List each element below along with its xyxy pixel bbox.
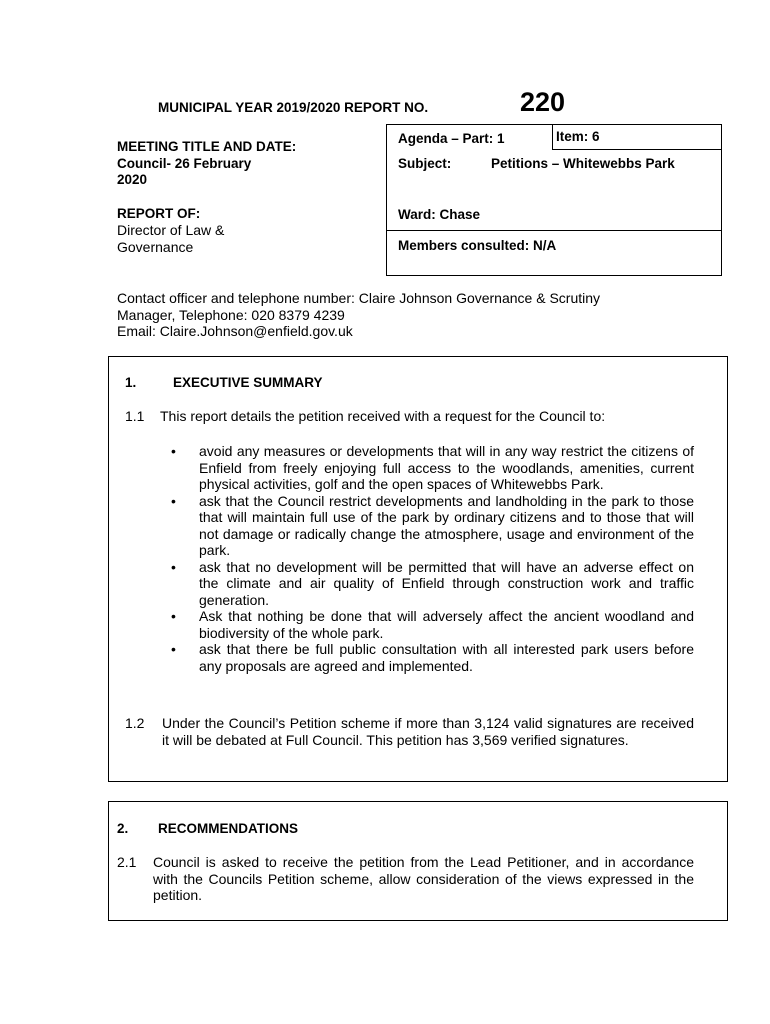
contact-line1: Contact officer and telephone number: Claire Johnson Governance & Scrutiny [117,290,601,306]
section2-number: 2. [117,821,129,836]
para-1-2-text: Under the Council’s Petition scheme if more than 3,124 valid signatures are received it will be debated at Full Council. This petition has 3,569 verified signatures. [162,715,694,748]
meeting-title-label: MEETING TITLE AND DATE: [117,139,297,154]
report-number: 220 [520,87,566,117]
contact-email: Email: Claire.Johnson@enfield.gov.uk [117,323,353,339]
subject-label: Subject: [398,156,452,171]
section1-heading: EXECUTIVE SUMMARY [173,375,323,390]
list-item: • ask that no development will be permitted that will have an adverse effect on the climate and air quality of Enfield through construction work and traffic generation. [171,558,694,608]
report-of-line2: Governance [117,238,194,255]
members-consulted: Members consulted: N/A [398,238,557,253]
section1-number: 1. [125,375,137,390]
petition-requests-list [171,443,694,674]
agenda-part: Agenda – Part: 1 [398,131,505,146]
item-cell [552,124,722,150]
meeting-title-line1: Council- 26 February [117,155,252,171]
contact-line2: Manager, Telephone: 020 8379 4239 [117,306,345,323]
para-2-1-number: 2.1 [117,854,137,870]
section2-heading: RECOMMENDATIONS [158,821,298,836]
list-item: • ask that the Council restrict developments and landholding in the park to those that will maintain full use of the park by ordinary citizens and to those that will not damage or radically change the atmosphere, usage and environment of the park. [171,492,694,558]
meeting-title-line2: 2020 [117,172,148,187]
executive-summary-section [108,356,728,782]
ward: Ward: Chase [398,207,481,222]
para-1-1-number: 1.1 [125,408,145,424]
list-item: • Ask that nothing be done that will adversely affect the ancient woodland and biodiversity of the whole park. [171,608,694,641]
box-divider [387,230,721,231]
report-of-line1: Director of Law & [117,222,225,238]
agenda-info-box [386,124,722,276]
bullet-icon: • [171,641,176,657]
contact-officer [117,290,697,340]
bullet-icon: • [171,443,176,459]
subject-value: Petitions – Whitewebbs Park [491,156,675,171]
list-item: • avoid any measures or developments that will in any way restrict the citizens of Enfield from freely enjoying full access to the woodlands, amenities, current physical activities, golf and the open spaces of Whitewebbs Park. [171,443,694,492]
para-1-2-number: 1.2 [125,715,145,731]
bullet-icon: • [171,608,176,624]
bullet-icon: • [171,492,176,509]
recommendations-section [108,801,728,921]
meeting-info [117,139,372,255]
item-number: Item: 6 [556,129,600,144]
para-1-1-text: This report details the petition received with a request for the Council to: [160,408,606,424]
municipal-year-label: MUNICIPAL YEAR 2019/2020 REPORT NO. [158,100,429,115]
list-item: • ask that there be full public consultation with all interested park users before any proposals are agreed and implemented. [171,641,694,674]
bullet-icon: • [171,558,176,575]
para-2-1-text: Council is asked to receive the petition from the Lead Petitioner, and in accordance with the Councils Petition scheme, allow consideration of the views expressed in the petition. [153,854,694,903]
report-of-label: REPORT OF: [117,205,201,221]
